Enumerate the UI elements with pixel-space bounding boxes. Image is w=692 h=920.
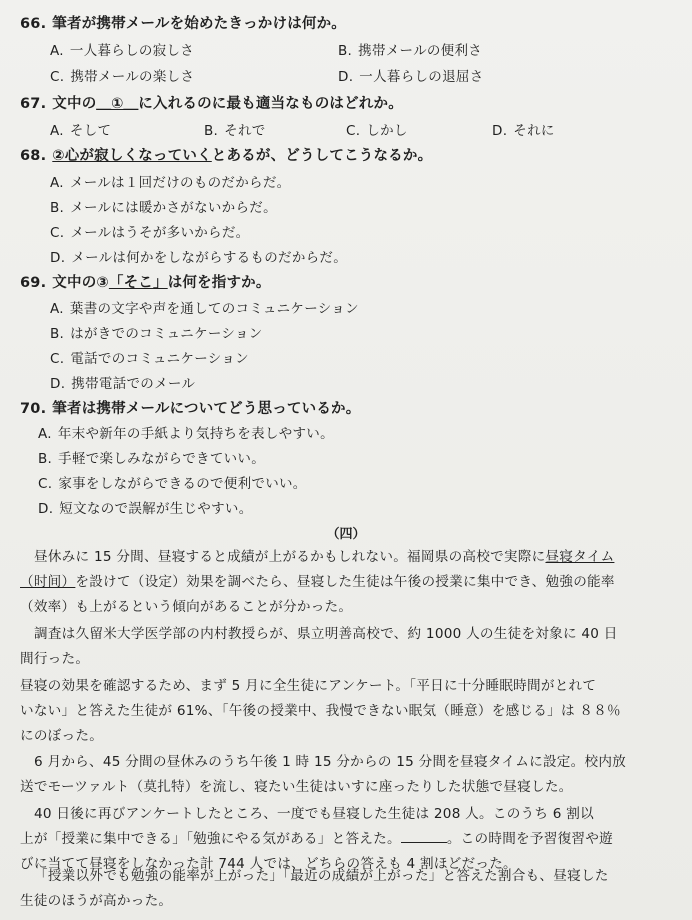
option-66-c[interactable]: C. 携帯メールの楽しさ — [50, 69, 195, 85]
option-70-b[interactable]: B. 手軽で楽しみながらできていい。 — [38, 451, 266, 467]
underlined-term: （时间） — [20, 574, 76, 590]
option-66-d[interactable]: D. 一人暮らしの退屈さ — [338, 69, 484, 85]
option-67-d[interactable]: D. それに — [492, 123, 555, 139]
option-66-b[interactable]: B. 携帯メールの便利さ — [338, 43, 483, 59]
option-70-a[interactable]: A. 年末や新年の手紙より気持ちを表しやすい。 — [38, 426, 334, 442]
passage-paragraph-5: 40 日後に再びアンケートしたところ、一度でも昼寝した生徒は 208 人。このうち 6 割以 上が「授業に集中できる」「勉強にやる気がある」と答えた。 。この時間を予習復習や遊 びに当てて昼寝をしなかった計 744 人では、どちらの答えも 4 割ほどだった。 — [20, 806, 613, 872]
question-number: 70. — [20, 401, 47, 417]
passage-paragraph-4: 6 月から、45 分間の昼休みのうち午後 1 時 15 分からの 15 分間を昼寝タイムに設定。校内放 送でモーツァルト（莫扎特）を流し、寝たい生徒はいすに座ったりした状態で昼寝した。 — [20, 754, 627, 795]
option-68-b[interactable]: B. メールには暖かさがないからだ。 — [50, 200, 277, 216]
passage-paragraph-2: 調査は久留米大学医学部の内村教授らが、県立明善高校で、約 1000 人の生徒を対象に 40 日 間行った。 — [20, 626, 618, 667]
option-68-d[interactable]: D. メールは何かをしながらするものだからだ。 — [50, 250, 348, 266]
underlined-term: 昼寝タイム — [545, 549, 615, 565]
question-number: 67. — [20, 96, 47, 112]
option-69-b[interactable]: B. はがきでのコミュニケーション — [50, 326, 263, 342]
underlined-phrase: ②心が寂しくなっていく — [52, 148, 212, 164]
question-text: 筆者が携帯メールを始めたきっかけは何か。 — [52, 16, 347, 32]
question-70: 70. 筆者は携帯メールについてどう思っているか。 — [20, 401, 361, 417]
question-66 — [20, 12, 346, 33]
option-67-a[interactable]: A. そして — [50, 123, 112, 139]
option-70-c[interactable]: C. 家事をしながらできるので便利でいい。 — [38, 476, 307, 492]
passage-paragraph-6: 「授業以外でも勉強の能率が上がった」「最近の成績が上がった」と答えた割合も、昼寝した 生徒のほうが高かった。 — [20, 868, 609, 909]
question-number: 68. — [20, 148, 47, 164]
question-67: 67. 文中の＿①＿に入れるのに最も適当なものはどれか。 — [20, 96, 403, 112]
passage-paragraph-1: 昼休みに 15 分間、昼寝すると成績が上がるかもしれない。福岡県の高校で実際に昼寝タイム （时间）を設けて（设定）効果を調べたら、昼寝した生徒は午後の授業に集中でき、勉強の能率 （效率）も上がるという傾向があることが分かった。 — [20, 549, 615, 615]
option-68-c[interactable]: C. メールはうそが多いからだ。 — [50, 225, 250, 241]
answer-blank — [401, 829, 447, 843]
underlined-phrase: 「そこ」 — [108, 275, 168, 291]
question-number: 69. — [20, 275, 47, 291]
option-69-a[interactable]: A. 葉書の文字や声を通してのコミュニケーション — [50, 301, 359, 317]
section-title: （四） — [326, 527, 366, 542]
option-70-d[interactable]: D. 短文なので誤解が生じやすい。 — [38, 501, 253, 517]
question-68: 68. ②心が寂しくなっていくとあるが、どうしてこうなるか。 — [20, 148, 433, 164]
passage-paragraph-3: 昼寝の効果を確認するため、まず 5 月に全生徒にアンケート。「平日に十分睡眠時間がとれて いない」と答えた生徒が 61%、「午後の授業中、我慢できない眠気（睡意）を感じる」は ８８％ にのぼった。 — [20, 678, 621, 744]
option-69-c[interactable]: C. 電話でのコミュニケーション — [50, 351, 249, 367]
option-69-d[interactable]: D. 携帯電話でのメール — [50, 376, 196, 392]
option-66-a[interactable]: A. 一人暮らしの寂しさ — [50, 43, 195, 59]
option-68-a[interactable]: A. メールは１回だけのものだからだ。 — [50, 175, 291, 191]
blank-marker: ＿①＿ — [96, 96, 139, 112]
question-69: 69. 文中の③「そこ」は何を指すか。 — [20, 275, 271, 291]
question-number: 66. — [20, 16, 47, 32]
option-67-c[interactable]: C. しかし — [346, 123, 408, 139]
option-67-b[interactable]: B. それで — [204, 123, 266, 139]
